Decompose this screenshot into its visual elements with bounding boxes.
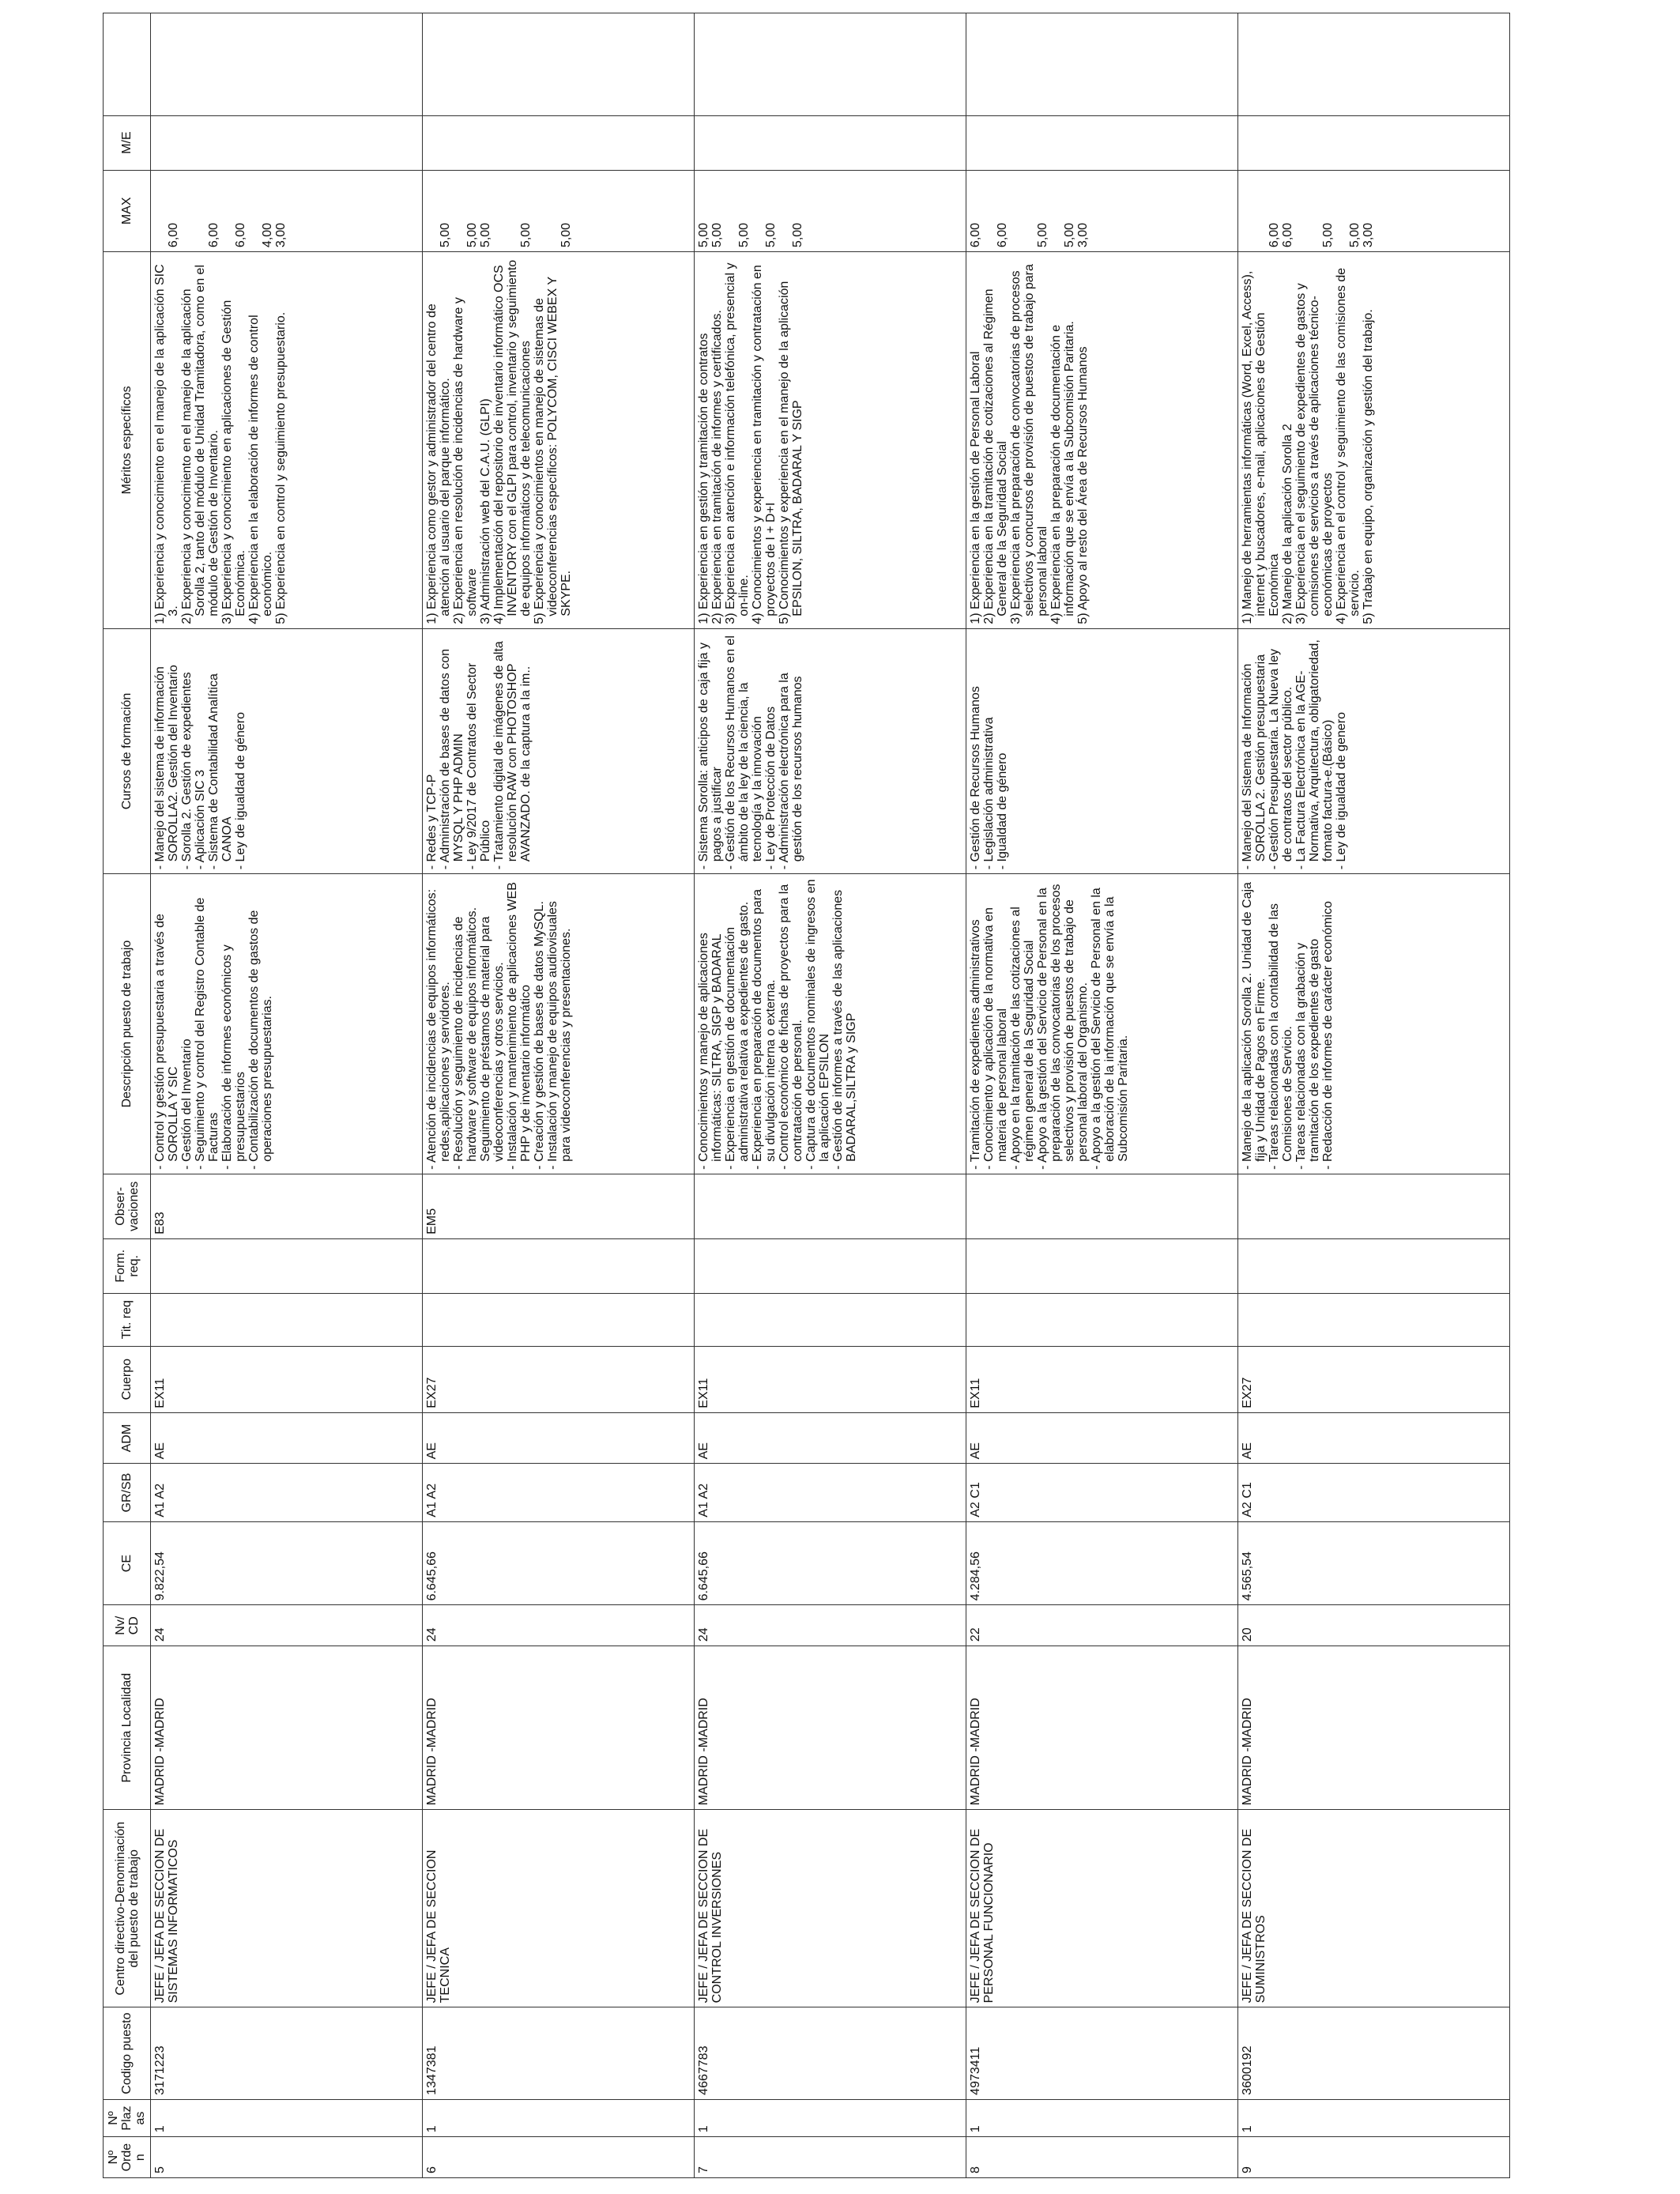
cell-ce: 6.645,66 [423, 1521, 695, 1605]
cell-adm: AE [1238, 1412, 1510, 1464]
cell-adm: AE [423, 1412, 695, 1464]
cell-provincia: MADRID -MADRID [423, 1646, 695, 1810]
meritos-item: 1) Manejo de herramientas informáticas (Word, Excel, Access), internet y buscadores, e-mail, aplicaciones de Gestión Económica [1241, 270, 1281, 624]
cell-tit [151, 1293, 423, 1346]
meritos-item: 2) Experiencia en la tramitación de cotizaciones al Régimen General de la Seguridad Social [982, 288, 1009, 624]
col-header-provincia: Provincia Localidad [104, 1646, 151, 1810]
max-score: 6,00 [969, 222, 982, 248]
cursos-item: - Redes y TCP-P [425, 774, 439, 870]
cursos-item: - Legislación administrativa [982, 717, 996, 870]
table-row [966, 13, 1238, 2178]
descripcion-item: - Redacción de informes de carácter económico [1321, 901, 1335, 1170]
cell-centro: JEFE / JEFA DE SECCION DE PERSONAL FUNCIONARIO [966, 1810, 1238, 2007]
col-header-cursos: Cursos de formación [104, 628, 151, 874]
cell-codigo: 1347381 [423, 2007, 695, 2099]
cell-max [1238, 170, 1510, 252]
meritos-item: 1) Experiencia como gestor y administrador del centro de atención al usuario del parque informático. [425, 303, 452, 624]
cell-cuerpo: EX27 [1238, 1346, 1510, 1412]
max-score: 3,00 [1076, 222, 1090, 248]
cell-cursos [151, 628, 423, 874]
cell-me [423, 115, 695, 170]
cell-max [966, 170, 1238, 252]
cell-nivel: 22 [966, 1605, 1238, 1646]
cell-meritos [966, 252, 1238, 629]
cursos-item: - Manejo del Sistema de Información SOROLLA 2. Gestión presupuestaria [1241, 654, 1268, 870]
cell-ce: 9.822,54 [151, 1521, 423, 1605]
cell-adm: AE [966, 1412, 1238, 1464]
meritos-item: 1) Experiencia y conocimiento en el manejo de la aplicación SIC 3. [153, 264, 180, 624]
cell-orden: 6 [423, 2137, 695, 2178]
cell-obs [695, 1174, 966, 1238]
col-header-grsb: GR/SB [104, 1464, 151, 1521]
max-score: 5,00 [1036, 222, 1049, 248]
col-header-orden: Nº Orden [104, 2137, 151, 2178]
cell-cursos [966, 628, 1238, 874]
meritos-item: 4) Experiencia en el control y seguimiento de las comisiones de servicio. [1335, 267, 1362, 624]
max-score: 5,00 [737, 222, 751, 248]
descripcion-item: - Gestión del Inventario [180, 1039, 194, 1170]
cell-codigo: 4667783 [695, 2007, 966, 2099]
cell-centro: JEFE / JEFA DE SECCION DE SUMINISTROS [1238, 1810, 1510, 2007]
table-body [151, 13, 1510, 2178]
cell-blank [151, 13, 423, 116]
max-score: 5,00 [1063, 222, 1076, 248]
cell-ce: 4.565,54 [1238, 1521, 1510, 1605]
max-score: 5,00 [479, 222, 492, 248]
cell-me [1238, 115, 1510, 170]
meritos-item: 4) Conocimientos y experiencia en tramitación y contratación en proyectos de I + D+I [751, 265, 778, 624]
table-row [151, 13, 423, 2178]
meritos-item: 3) Experiencia en el seguimiento de expedientes de gastos y comisiones de servicios a través de aplicaciones técnico-económicas de proyectos [1294, 283, 1335, 624]
col-header-cuerpo: Cuerpo [104, 1346, 151, 1412]
cursos-item: - Igualdad de género [996, 752, 1009, 870]
meritos-item: 1) Experiencia en la gestión de Personal Laboral [969, 351, 982, 624]
table-row [423, 13, 695, 2178]
meritos-item: 4) Implementación del repositorio de inventario informático OCS INVENTORY con el GLPI para control, inventario y seguimiento de equipos informáticos y de telecomunicaciones [492, 259, 533, 624]
cell-meritos [695, 252, 966, 629]
max-score: 6,00 [996, 222, 1009, 248]
col-header-adm: ADM [104, 1412, 151, 1464]
cell-centro: JEFE / JEFA DE SECCION DE CONTROL INVERSIONES [695, 1810, 966, 2007]
col-header-centro: Centro directivo-Denominación del puesto de trabajo [104, 1810, 151, 2007]
max-score: 5,00 [559, 222, 573, 248]
cursos-item: - Gestión de los Recursos Humanos en el ámbito de la ley de la ciencia, la tecnología y la innovación [724, 635, 764, 870]
descripcion-item: - Conocimientos y manejo de aplicaciones informáticas: SILTRA, SIGP y BADARAL [697, 933, 724, 1170]
cell-blank [966, 13, 1238, 116]
cursos-item: - Ley de Protección de Datos [764, 706, 778, 870]
cell-plazas: 1 [695, 2099, 966, 2136]
meritos-item: 2) Experiencia en tramitación de informes y certificados. [710, 310, 724, 624]
cell-obs [966, 1174, 1238, 1238]
descripcion-item: - Experiencia en preparación de documentos para su divulgación interna o externa. [751, 888, 778, 1170]
cell-ce: 6.645,66 [695, 1521, 966, 1605]
col-header-codigo: Codigo puesto [104, 2007, 151, 2099]
cell-codigo: 3171223 [151, 2007, 423, 2099]
cell-plazas: 1 [151, 2099, 423, 2136]
descripcion-item: - Manejo de la aplicación Sorolla 2. Unidad de Caja fija y Unidad de Pagos en Firme. [1241, 882, 1268, 1170]
cell-cursos [695, 628, 966, 874]
meritos-item: 3) Experiencia y conocimiento en aplicaciones de Gestión Económica. [220, 300, 247, 624]
max-score: 5,00 [1321, 222, 1335, 248]
meritos-item: 5) Experiencia y conocimientos en manejo de sistemas de videoconferencias específicos: POLYCOM, CISCI WEBEX Y SKYPE. [533, 277, 573, 624]
header-row [104, 13, 151, 2178]
cursos-item: - Ley de igualdad de genero [1335, 712, 1348, 870]
col-header-obs: Obser- vaciones [104, 1174, 151, 1238]
cell-blank [695, 13, 966, 116]
cell-grsb: A1 A2 [151, 1464, 423, 1521]
cell-obs [1238, 1174, 1510, 1238]
cell-obs: E83 [151, 1174, 423, 1238]
descripcion-item: - Experiencia en gestión de documentación administrativa relativa a expedientes de gasto. [724, 901, 751, 1170]
cell-provincia: MADRID -MADRID [966, 1646, 1238, 1810]
cursos-item: - Sistema Sorolla: anticipos de caja fija y pagos a justificar [697, 643, 724, 870]
descripcion-item: - Resolución y seguimiento de incidencias de hardware y software de equipos informáticos. Seguimiento de préstamos de material para videoconferencias y otros servicios. [452, 907, 506, 1170]
cell-nivel: 24 [423, 1605, 695, 1646]
cell-cursos [423, 628, 695, 874]
cell-nivel: 24 [151, 1605, 423, 1646]
cell-tit [1238, 1293, 1510, 1346]
max-score: 6,00 [1281, 222, 1294, 248]
cell-provincia: MADRID -MADRID [695, 1646, 966, 1810]
col-header-me: M/E [104, 115, 151, 170]
cell-obs: EM5 [423, 1174, 695, 1238]
col-header-nivel: Nv/ CD [104, 1605, 151, 1646]
cell-meritos [423, 252, 695, 629]
meritos-item: 4) Experiencia en la preparación de documentación e información que se envía a la Subcomisión Paritaria. [1049, 321, 1076, 624]
cell-tit [966, 1293, 1238, 1346]
descripcion-item: - Tareas relacionadas con la contabilidad de las Comisiones de Servicio. [1268, 903, 1294, 1170]
table-row [1238, 13, 1510, 2178]
descripcion-item: - Tramitación de expedientes administrativos [969, 919, 982, 1170]
cell-nivel: 24 [695, 1605, 966, 1646]
cursos-item: - Tratamiento digital de imágenes de alta resolución RAW con PHOTOSHOP AVANZADO. de la captura a la im.. [492, 641, 533, 870]
col-header-tit: Tit. req [104, 1293, 151, 1346]
max-score: 5,00 [439, 222, 452, 248]
cursos-item: - Ley 9/2017 de Contratos del Sector Público [465, 662, 492, 870]
descripcion-item: - Contabilización de documentos de gastos de operaciones presupuestarias. [247, 910, 274, 1170]
cell-descripcion [695, 874, 966, 1174]
cursos-item: - Sorolla 2. Gestión de expedientes [180, 672, 194, 870]
meritos-item: 3) Administración web del C.A.U. (GLPI) [479, 398, 492, 624]
cell-descripcion [966, 874, 1238, 1174]
col-header-descripcion: Descripción puesto de trabajo [104, 874, 151, 1174]
col-header-plazas: Nº Plazas [104, 2099, 151, 2136]
max-score: 5,00 [791, 222, 804, 248]
meritos-item: 2) Manejo de la aplicación Sorolla 2 [1281, 424, 1294, 624]
descripcion-item: - Tareas relacionadas con la grabación y tramitación de los expedientes de gasto [1294, 938, 1321, 1170]
cell-provincia: MADRID -MADRID [151, 1646, 423, 1810]
cell-codigo: 3600192 [1238, 2007, 1510, 2099]
cursos-item: - Aplicación SIC 3 [194, 769, 207, 870]
cursos-item: - Sistema de Contabilidad Analítica CANOA [207, 673, 234, 870]
cell-max [695, 170, 966, 252]
max-score: 5,00 [710, 222, 724, 248]
cell-codigo: 4973411 [966, 2007, 1238, 2099]
meritos-item: 5) Apoyo al resto del Área de Recursos Humanos [1076, 346, 1090, 624]
max-score: 4,00 [261, 222, 274, 248]
descripcion-item: - Elaboración de informes económicos y presupuestarios [220, 944, 247, 1170]
meritos-item: 2) Experiencia y conocimiento en el manejo de la aplicación Sorolla 2, tanto del módulo de Unidad Tramitadora, como en el módulo de Gestión de Inventario. [180, 265, 220, 624]
meritos-item: 4) Experiencia en la elaboración de informes de control económico. [247, 315, 274, 624]
meritos-item: 2) Experiencia en resolución de incidencias de hardware y software [452, 297, 479, 624]
cell-me [151, 115, 423, 170]
descripcion-item: - Gestión de informes a través de las aplicaciones BADARAL,SILTRA y SIGP [831, 889, 858, 1170]
cell-form [966, 1238, 1238, 1293]
cell-orden: 5 [151, 2137, 423, 2178]
max-score: 6,00 [167, 222, 180, 248]
cell-cuerpo: EX11 [695, 1346, 966, 1412]
descripcion-item: - Apoyo a la gestión del Servicio de Personal en la elaboración de la información que se envía a la Subcomisión Paritaria. [1090, 888, 1130, 1170]
descripcion-item: - Apoyo a la gestión del Servicio de Personal en la preparación de las convocatorias de los procesos selectivos y provisión de puestos de trabajo de personal laboral del Organismo. [1036, 884, 1090, 1170]
col-header-ce: CE [104, 1521, 151, 1605]
meritos-item: 5) Conocimientos y experiencia en el manejo de la aplicación EPSILON, SILTRA, BADARAL Y SIGP [778, 281, 804, 624]
cell-adm: AE [695, 1412, 966, 1464]
descripcion-item: - Control y gestión presupuestaria a través de SOROLLA Y SIC [153, 914, 180, 1170]
cell-grsb: A1 A2 [423, 1464, 695, 1521]
cell-centro: JEFE / JEFA DE SECCION TECNICA [423, 1810, 695, 2007]
col-header-blank [104, 13, 151, 116]
cell-meritos [151, 252, 423, 629]
cell-blank [1238, 13, 1510, 116]
descripcion-item: - Control económico de fichas de proyectos para la contratación de personal. [778, 884, 804, 1170]
cursos-item: - Administración de bases de datos con MYSQL Y PHP ADMIN [439, 648, 465, 870]
cell-me [695, 115, 966, 170]
descripcion-item: - Instalación y mantenimiento de aplicaciones WEB PHP y de inventario informático [506, 882, 533, 1170]
cell-provincia: MADRID -MADRID [1238, 1646, 1510, 1810]
cell-descripcion [423, 874, 695, 1174]
meritos-item: 5) Experiencia en control y seguimiento presupuestario. [274, 311, 288, 624]
descripcion-item: - Instalación y manejo de equipos audiovisuales para videoconferencias y presentaciones. [546, 901, 573, 1170]
table-row [695, 13, 966, 2178]
max-score: 5,00 [1348, 222, 1362, 248]
meritos-item: 5) Trabajo en equipo, organización y gestión del trabajo. [1362, 309, 1375, 624]
cell-form [695, 1238, 966, 1293]
cell-meritos [1238, 252, 1510, 629]
cursos-item: - La Factura Electrónica en la AGE-Normativa, Arquitectura, obligatoriedad, fomato factura-e.(Básico) [1294, 639, 1335, 870]
cell-cursos [1238, 628, 1510, 874]
meritos-item: 1) Experiencia en gestión y tramitación de contratos [697, 333, 710, 624]
cell-plazas: 1 [423, 2099, 695, 2136]
descripcion-item: - Creación y gestión de bases de datos MySQL. [533, 901, 546, 1170]
cell-me [966, 115, 1238, 170]
cell-descripcion [151, 874, 423, 1174]
cell-form [151, 1238, 423, 1293]
cell-tit [695, 1293, 966, 1346]
max-score: 6,00 [234, 222, 247, 248]
cell-max [423, 170, 695, 252]
cell-form [423, 1238, 695, 1293]
cell-centro: JEFE / JEFA DE SECCION DE SISTEMAS INFORMATICOS [151, 1810, 423, 2007]
cursos-item: - Gestión de Recursos Humanos [969, 686, 982, 870]
max-score: 3,00 [1362, 222, 1375, 248]
cell-plazas: 1 [1238, 2099, 1510, 2136]
cell-adm: AE [151, 1412, 423, 1464]
cursos-item: - Administración electrónica para la gestión de los recursos humanos [778, 673, 804, 870]
max-score: 5,00 [465, 222, 479, 248]
cell-blank [423, 13, 695, 116]
col-header-meritos: Méritos específicos [104, 252, 151, 629]
descripcion-item: - Conocimiento y aplicación de la normativa en materia de personal laboral [982, 907, 1009, 1170]
max-score: 3,00 [274, 222, 288, 248]
cursos-item: - Gestión Presupuestaria. La Nueva ley de contratos del sector público. [1268, 649, 1294, 870]
cell-nivel: 20 [1238, 1605, 1510, 1646]
descripcion-item: - Captura de documentos nominales de ingresos en la aplicación EPSILON [804, 879, 831, 1170]
cursos-item: - Ley de igualdad de género [234, 712, 247, 870]
cell-descripcion [1238, 874, 1510, 1174]
max-score: 5,00 [697, 222, 710, 248]
cell-cuerpo: EX11 [151, 1346, 423, 1412]
cell-orden: 7 [695, 2137, 966, 2178]
max-score: 6,00 [207, 222, 220, 248]
cell-tit [423, 1293, 695, 1346]
cell-cuerpo: EX11 [966, 1346, 1238, 1412]
cell-orden: 8 [966, 2137, 1238, 2178]
cell-orden: 9 [1238, 2137, 1510, 2178]
job-positions-table [103, 13, 1510, 2178]
descripcion-item: - Apoyo en la tramitación de las cotizaciones al régimen general de la Seguridad Social [1009, 907, 1036, 1170]
cursos-item: - Manejo del sistema de información SOROLLA2. Gestión del Inventario [153, 665, 180, 870]
cell-grsb: A2 C1 [966, 1464, 1238, 1521]
cell-ce: 4.284,56 [966, 1521, 1238, 1605]
descripcion-item: - Atención de incidencias de equipos informáticos: redes,aplicaciones y servidores. [425, 888, 452, 1170]
cell-plazas: 1 [966, 2099, 1238, 2136]
meritos-item: 3) Experiencia en la preparación de convocatorias de procesos selectivos y concursos de provisión de puestos de trabajo para personal laboral [1009, 264, 1049, 624]
cell-grsb: A2 C1 [1238, 1464, 1510, 1521]
cell-form [1238, 1238, 1510, 1293]
descripcion-item: - Seguimiento y control del Registro Contable de Facturas [194, 897, 220, 1170]
col-header-max: MAX [104, 170, 151, 252]
col-header-form: Form. req. [104, 1238, 151, 1293]
cell-grsb: A1 A2 [695, 1464, 966, 1521]
meritos-item: 3) Experiencia en atención e información telefónica, presencial y on-line. [724, 262, 751, 624]
max-score: 5,00 [764, 222, 778, 248]
max-score: 5,00 [519, 222, 533, 248]
cell-max [151, 170, 423, 252]
cell-cuerpo: EX27 [423, 1346, 695, 1412]
max-score: 6,00 [1268, 222, 1281, 248]
